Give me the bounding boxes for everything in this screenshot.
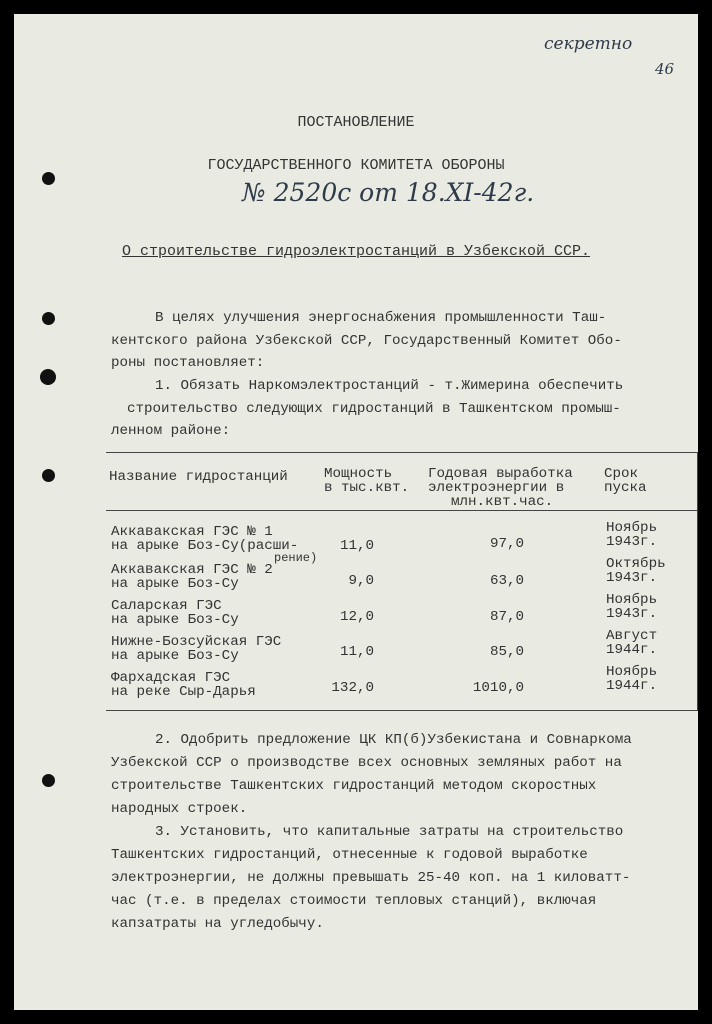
table-top-rule bbox=[106, 452, 698, 453]
station-start: 1944г. bbox=[606, 678, 658, 694]
point-3-line: электроэнергии, не должны превышать 25-40 коп. на 1 киловатт- bbox=[111, 870, 631, 886]
station-output: 85,0 bbox=[489, 644, 524, 660]
binder-hole bbox=[42, 774, 55, 787]
point-2-line: строительстве Ташкентских гидростанций методом скоростных bbox=[111, 778, 597, 794]
station-output: 97,0 bbox=[489, 536, 524, 552]
intro-line: В целях улучшения энергоснабжения промышленности Таш- bbox=[155, 310, 607, 326]
station-name: Саларская ГЭС bbox=[111, 598, 222, 614]
station-output: 1010,0 bbox=[472, 680, 524, 696]
binder-hole bbox=[40, 369, 56, 385]
station-name: на реке Сыр-Дарья bbox=[111, 684, 256, 700]
station-start: Ноябрь bbox=[606, 664, 658, 680]
doc-subtitle: ГОСУДАРСТВЕННОГО КОМИТЕТА ОБОРОНЫ bbox=[207, 157, 505, 174]
station-start: Август bbox=[606, 628, 658, 644]
station-start: Октябрь bbox=[606, 556, 666, 572]
station-power: 9,0 bbox=[348, 573, 374, 589]
station-name: на арыке Боз-Су bbox=[111, 648, 239, 664]
station-output: 87,0 bbox=[489, 609, 524, 625]
table-header-start: Срок bbox=[604, 466, 639, 482]
station-name: Фархадская ГЭС bbox=[111, 670, 231, 686]
station-name: на арыке Боз-Су bbox=[111, 576, 239, 592]
station-start: 1943г. bbox=[606, 534, 658, 550]
binder-hole bbox=[42, 312, 55, 325]
table-header-output: млн.квт.час. bbox=[451, 494, 554, 510]
station-power: 11,0 bbox=[339, 538, 374, 554]
table-header-power: в тыс.квт. bbox=[324, 480, 410, 496]
station-power: 11,0 bbox=[339, 644, 374, 660]
intro-line: роны постановляет: bbox=[111, 355, 265, 371]
station-output: 63,0 bbox=[489, 573, 524, 589]
station-start: 1943г. bbox=[606, 606, 658, 622]
document-page bbox=[14, 14, 698, 1010]
secret-stamp-handwritten: секретно bbox=[544, 34, 633, 54]
station-start: 1944г. bbox=[606, 642, 658, 658]
point-3-line: Ташкентских гидростанций, отнесенные к годовой выработке bbox=[111, 847, 588, 863]
table-header-rule bbox=[106, 510, 698, 511]
intro-line: строительство следующих гидростанций в Ташкентском промыш- bbox=[127, 401, 621, 417]
doc-title: ПОСТАНОВЛЕНИЕ bbox=[297, 114, 415, 131]
station-name-note: рение) bbox=[274, 551, 318, 565]
station-name: Аккавакская ГЭС № 1 bbox=[111, 524, 273, 540]
doc-subject: О строительстве гидроэлектростанций в Узбекской ССР. bbox=[121, 243, 591, 260]
table-right-border bbox=[697, 452, 698, 710]
point-3-line: час (т.е. в пределах стоимости тепловых станций), включая bbox=[111, 893, 597, 909]
point-2-line: Узбекской ССР о производстве всех основных земляных работ на bbox=[111, 755, 622, 771]
station-name: на арыке Боз-Су bbox=[111, 612, 239, 628]
intro-line: кентского района Узбекской ССР, Государственный Комитет Обо- bbox=[111, 333, 622, 349]
point-2-line: народных строек. bbox=[111, 801, 248, 817]
binder-hole bbox=[42, 469, 55, 482]
point-2-line: 2. Одобрить предложение ЦК КП(б)Узбекистана и Совнаркома bbox=[155, 732, 632, 748]
page-number: 46 bbox=[655, 60, 675, 78]
table-header-name: Название гидростанций bbox=[109, 469, 288, 485]
station-power: 12,0 bbox=[339, 609, 374, 625]
station-start: Ноябрь bbox=[606, 520, 658, 536]
table-bottom-rule bbox=[106, 710, 698, 711]
station-power: 132,0 bbox=[331, 680, 374, 696]
intro-line: 1. Обязать Наркомэлектростанций - т.Жимерина обеспечить bbox=[155, 378, 624, 394]
doc-number-handwritten: № 2520с от 18.XI-42г. bbox=[242, 178, 535, 207]
station-start: 1943г. bbox=[606, 570, 658, 586]
point-3-line: 3. Установить, что капитальные затраты на строительство bbox=[155, 824, 624, 840]
table-header-output: электроэнергии в bbox=[428, 480, 565, 496]
intro-line: ленном районе: bbox=[111, 423, 231, 439]
station-name: Аккавакская ГЭС № 2 bbox=[111, 562, 273, 578]
station-name: на арыке Боз-Су(расши- bbox=[111, 538, 299, 554]
table-header-start: пуска bbox=[604, 480, 647, 496]
table-header-output: Годовая выработка bbox=[428, 466, 573, 482]
point-3-line: капзатраты на угледобычу. bbox=[111, 916, 324, 932]
table-header-power: Мощность bbox=[324, 466, 393, 482]
station-name: Нижне-Бозсуйская ГЭС bbox=[111, 634, 282, 650]
station-start: Ноябрь bbox=[606, 592, 658, 608]
